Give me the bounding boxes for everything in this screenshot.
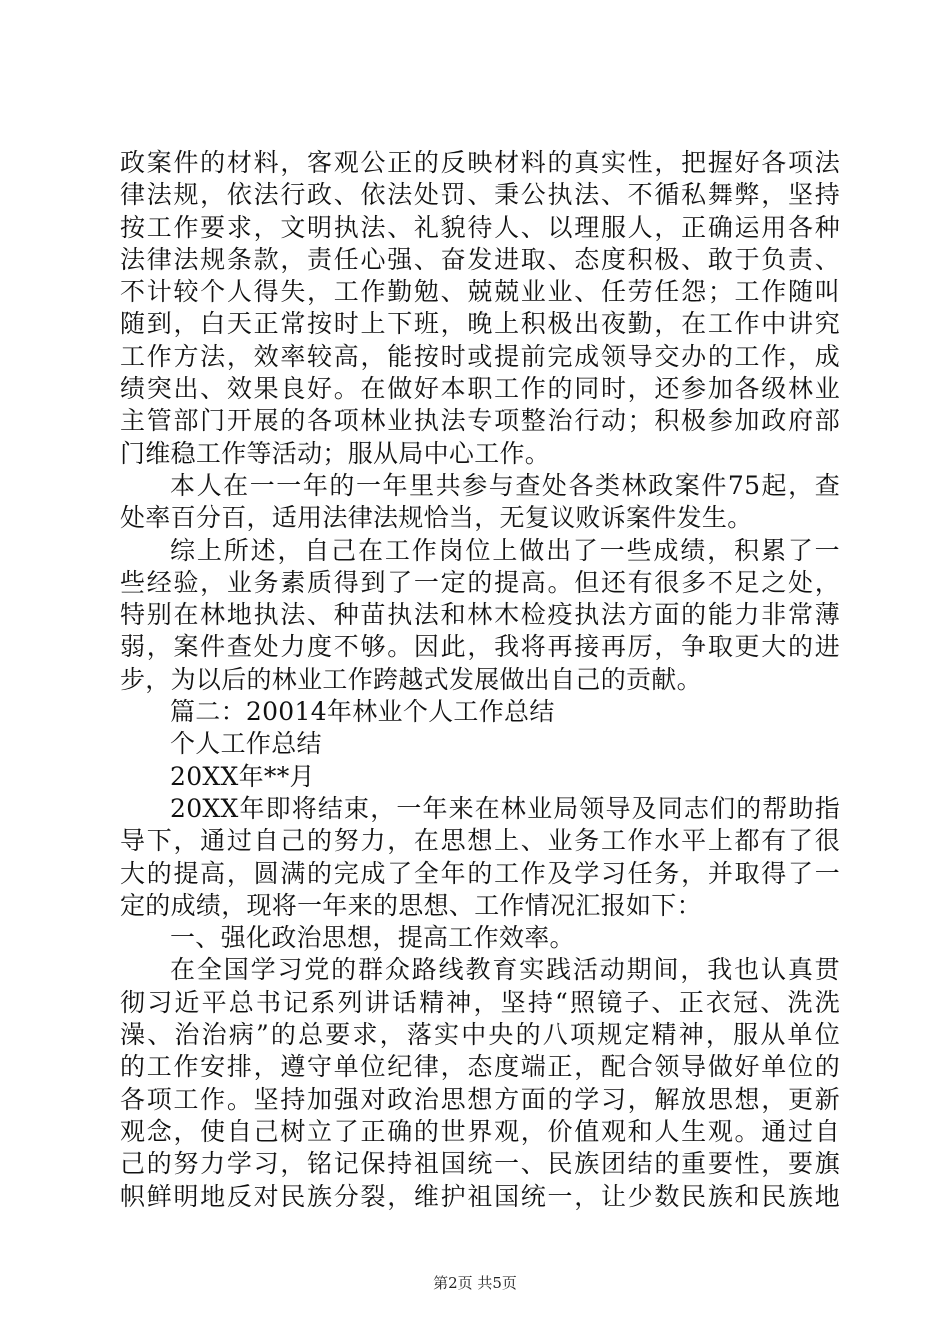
document-body <box>120 147 840 1213</box>
text-line: 己的努力学习，铭记保持祖国统一、民族团结的重要性，要旗 <box>120 1149 840 1179</box>
text-line: 20XX年即将结束，一年来在林业局领导及同志们的帮助指 <box>170 793 840 823</box>
text-line: 工作方法，效率较高，能按时或提前完成领导交办的工作，成 <box>120 341 840 371</box>
text-line: 一、强化政治思想，提高工作效率。 <box>170 923 575 953</box>
text-line: 个人工作总结 <box>170 729 322 759</box>
text-line: 主管部门开展的各项林业执法专项整治行动；积极参加政府部 <box>120 406 840 436</box>
text-line: 定的成绩，现将一年来的思想、工作情况汇报如下： <box>120 890 702 920</box>
text-line: 法律法规条款，责任心强、奋发进取、态度积极、敢于负责、 <box>120 244 840 274</box>
text-line: 随到，白天正常按时上下班，晚上积极出夜勤，在工作中讲究 <box>120 309 840 339</box>
page-footer: 第2页 共5页 <box>433 1274 517 1292</box>
text-line: 综上所述，自己在工作岗位上做出了一些成绩，积累了一 <box>170 535 840 565</box>
text-line: 帜鲜明地反对民族分裂，维护祖国统一，让少数民族和民族地 <box>120 1181 840 1211</box>
text-line: 门维稳工作等活动；服从局中心工作。 <box>120 438 551 468</box>
text-line: 律法规，依法行政、依法处罚、秉公执法、不循私舞弊，坚持 <box>120 180 840 210</box>
text-line: 导下，通过自己的努力，在思想上、业务工作水平上都有了很 <box>120 826 840 856</box>
text-line: 在全国学习党的群众路线教育实践活动期间，我也认真贯 <box>170 955 840 985</box>
text-line: 步，为以后的林业工作跨越式发展做出自己的贡献。 <box>120 664 702 694</box>
text-line: 澡、治治病”的总要求，落实中央的八项规定精神，服从单位 <box>120 1020 840 1050</box>
text-line: 绩突出、效果良好。在做好本职工作的同时，还参加各级林业 <box>120 374 840 404</box>
text-line: 20XX年**月 <box>170 761 315 791</box>
text-line: 的工作安排，遵守单位纪律，态度端正，配合领导做好单位的 <box>120 1052 840 1082</box>
text-line: 些经验，业务素质得到了一定的提高。但还有很多不足之处， <box>120 567 840 597</box>
text-line: 特别在林地执法、种苗执法和林木检疫执法方面的能力非常薄 <box>120 600 840 630</box>
text-line: 弱，案件查处力度不够。因此，我将再接再厉，争取更大的进 <box>120 632 840 662</box>
text-line: 观念，使自己树立了正确的世界观，价值观和人生观。通过自 <box>120 1116 840 1146</box>
text-line: 按工作要求，文明执法、礼貌待人、以理服人，正确运用各种 <box>120 212 840 242</box>
text-line: 处率百分百，适用法律法规恰当，无复议败诉案件发生。 <box>120 503 753 533</box>
text-line: 大的提高，圆满的完成了全年的工作及学习任务，并取得了一 <box>120 858 840 888</box>
text-line: 本人在一一年的一年里共参与查处各类林政案件75起，查 <box>170 470 840 500</box>
text-line: 不计较个人得失，工作勤勉、兢兢业业、任劳任怨；工作随叫 <box>120 277 840 307</box>
text-line: 政案件的材料，客观公正的反映材料的真实性，把握好各项法 <box>120 148 840 177</box>
text-line: 各项工作。坚持加强对政治思想方面的学习，解放思想，更新 <box>120 1084 840 1114</box>
text-line: 篇二：20014年林业个人工作总结 <box>170 697 555 727</box>
text-line: 彻习近平总书记系列讲话精神，坚持“照镜子、正衣冠、洗洗 <box>120 987 840 1017</box>
